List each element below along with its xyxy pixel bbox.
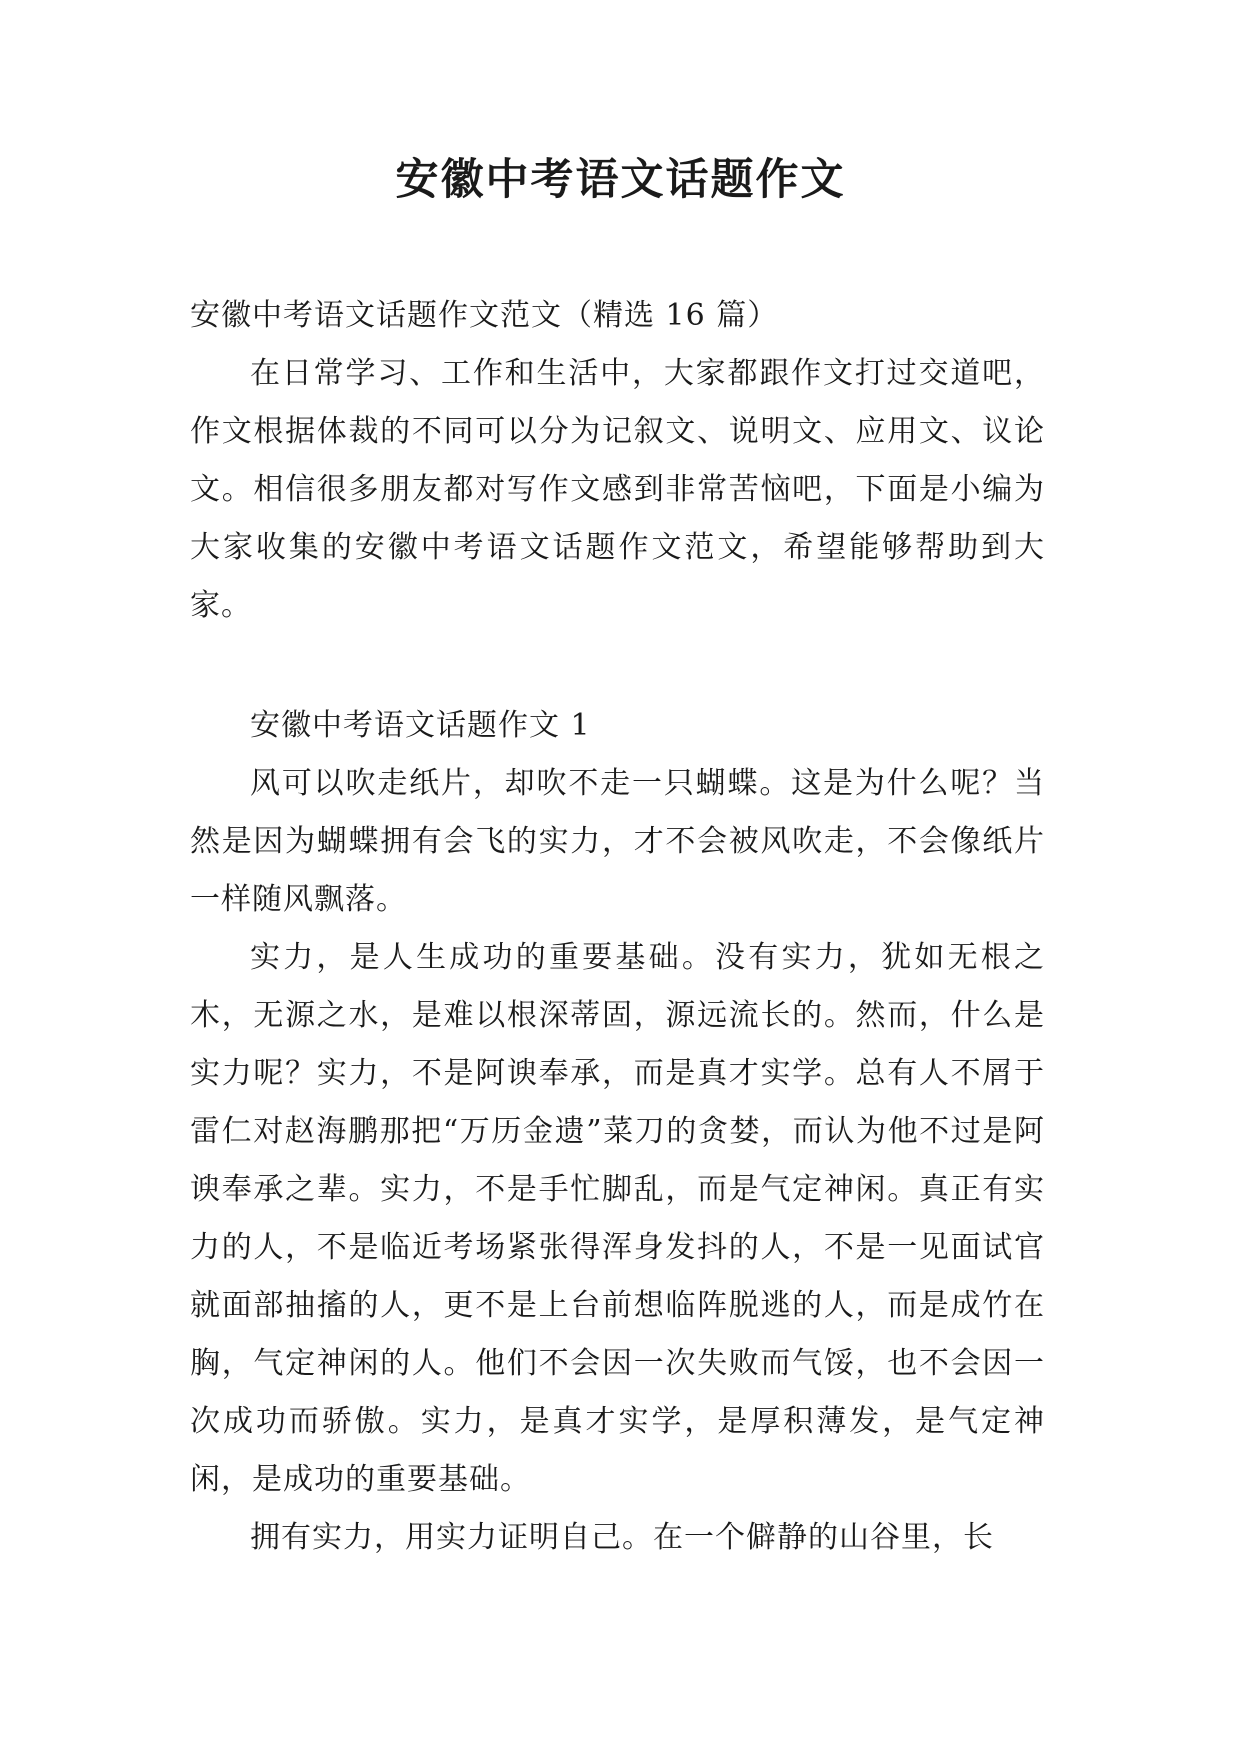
section-spacer: [190, 635, 1045, 697]
essay-paragraph: 风可以吹走纸片，却吹不走一只蝴蝶。这是为什么呢？当然是因为蝴蝶拥有会飞的实力，才不会被风吹走，不会像纸片一样随风飘落。: [190, 766, 1045, 917]
essay-paragraph: 拥有实力，用实力证明自己。在一个僻静的山谷里，长: [250, 1520, 994, 1555]
essay-paragraph: 实力，是人生成功的重要基础。没有实力，犹如无根之木，无源之水，是难以根深蒂固，源远流长的。然而，什么是实力呢？实力，不是阿谀奉承，而是真才实学。总有人不屑于雷仁对赵海鹏那把“万历金遗”菜刀的贪婪，而认为他不过是阿谀奉承之辈。实力，不是手忙脚乱，而是气定神闲。真正有实力的人，不是临近考场紧张得浑身发抖的人，不是一见面试官就面部抽搐的人，更不是上台前想临阵脱逃的人，而是成竹在胸，气定神闲的人。他们不会因一次失败而气馁，也不会因一次成功而骄傲。实力，是真才实学，是厚积薄发，是气定神闲，是成功的重要基础。: [190, 940, 1045, 1497]
document-body: [190, 287, 1045, 1567]
document-title: 安徽中考语文话题作文: [395, 155, 846, 205]
intro-paragraph: 在日常学习、工作和生活中，大家都跟作文打过交道吧，作文根据体裁的不同可以分为记叙文、说明文、应用文、议论文。相信很多朋友都对写作文感到非常苦恼吧，下面是小编为大家收集的安徽中考语文话题作文范文，希望能够帮助到大家。: [190, 356, 1045, 623]
essay-heading: 安徽中考语文话题作文 1: [250, 708, 591, 743]
document-subtitle: 安徽中考语文话题作文范文（精选 16 篇）: [190, 298, 779, 333]
